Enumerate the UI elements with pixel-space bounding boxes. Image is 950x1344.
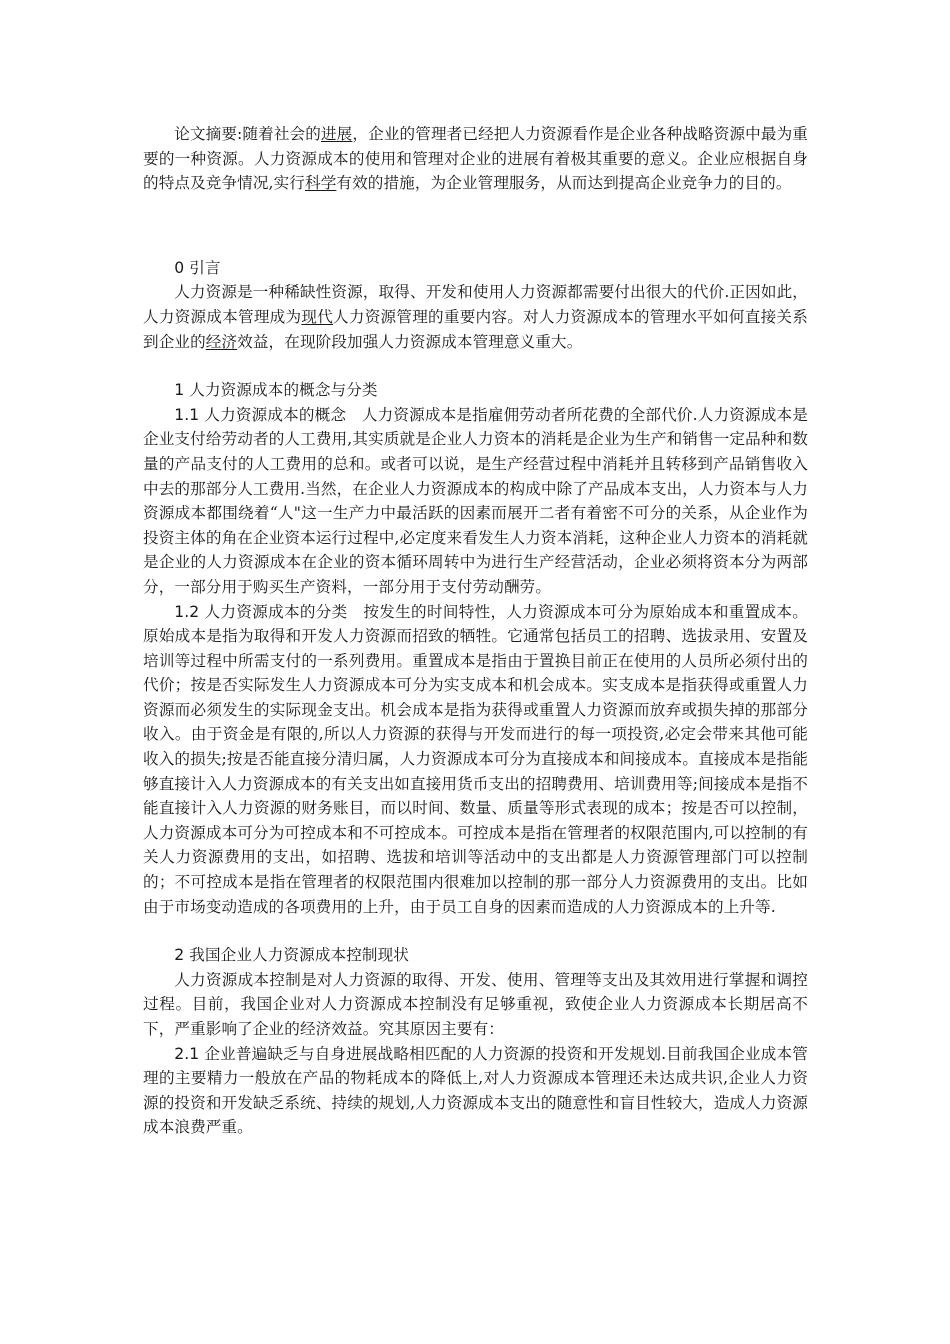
section-2-heading	[143, 943, 808, 968]
spacer	[143, 919, 808, 943]
spacer	[143, 354, 808, 378]
link-jinzhan[interactable]: 进展	[320, 125, 353, 143]
link-jingji[interactable]: 经济	[205, 332, 238, 351]
subsection-number: 1.1	[174, 405, 200, 424]
section-2-intro-paragraph: 人力资源成本控制是对人力资源的取得、开发、使用、管理等支出及其效用进行掌握和调控过程。目前，我国企业对人力资源成本控制没有足够重视，致使企业人力资源成本长期居高不下，严重影响了企业的经济效益。究其原因主要有：	[143, 970, 808, 1038]
section-number: 1	[174, 381, 185, 400]
section-0-paragraph	[143, 280, 808, 354]
section-1-2-paragraph	[143, 600, 808, 920]
section-2-1-paragraph	[143, 1042, 808, 1140]
section-0-heading	[143, 256, 808, 281]
section-number: 0	[174, 258, 185, 277]
paragraph-text: 人力资源是一种稀缺性资源，取得、开发和使用人力资源都需要付出很大的代价.正因如此，人力资源成本管理成为	[143, 283, 808, 326]
section-title: 我国企业人力资源成本控制现状	[184, 946, 409, 965]
subsection-number: 1.2	[174, 602, 200, 621]
paragraph-text: 企业普遍缺乏与自身进展战略相匹配的人力资源的投资和开发规划.目前我国企业成本管理的主要精力一般放在产品的物耗成本的降低上,对人力资源成本管理还未达成共识,企业人力资源的投资和开发缺乏系统、持续的规划,人力资源成本支出的随意性和盲目性较大，造成人力资源成本浪费严重。	[143, 1044, 808, 1137]
section-title: 引言	[184, 258, 221, 277]
subsection-number: 2.1	[174, 1044, 200, 1063]
link-kexue[interactable]: 科学	[305, 174, 337, 193]
section-1-heading	[143, 378, 808, 403]
abstract-paragraph	[143, 122, 808, 196]
abstract-text: 有效的措施，为企业管理服务，从而达到提高企业竞争力的目的。	[336, 174, 792, 193]
abstract-text: 论文摘要:随着社会的	[174, 125, 321, 143]
paragraph-text: 人力资源成本的概念 人力资源成本是指雇佣劳动者所花费的全部代价.人力资源成本是企业支付给劳动者的人工费用,其实质就是企业人力资本的消耗是企业为生产和销售一定品种和数量的产品支付的人工费用的总和。或者可以说，是生产经营过程中消耗并且转移到产品销售收入中去的那部分人工费用.当然，在企业人力资源成本的构成中除了产品成本支出，人力资本与人力资源成本都围绕着“人"这一生产力中最活跃的因素而展开二者有着密不可分的关系，从企业作为投资主体的角在企业资本运行过程中,必定度来看发生人力资本消耗，这种企业人力资本的消耗就是企业的人力资源成本在企业的资本循环周转中为进行生产经营活动，企业必须将资本分为两部分，一部分用于购买生产资料，一部分用于支付劳动酬劳。	[143, 405, 808, 596]
abstract-text: ，企业的管理者已经把人力资源看作是企业各种战略资源中最为重要的一种资源。人力资源成本的使用和管理对企业的进展有着极其重要的意义。企业应根据自身的特点及竞争情况,实行	[143, 125, 808, 193]
section-title: 人力资源成本的概念与分类	[184, 381, 378, 400]
paragraph-text: 人力资源管理的重要内容。对人力资源成本的管理水平如何直接关系到企业的	[143, 307, 808, 351]
document-page	[143, 122, 808, 1140]
paragraph-text: 人力资源成本的分类 按发生的时间特性，人力资源成本可分为原始成本和重置成本。原始成本是指为取得和开发人力资源而招致的牺牲。它通常包括员工的招聘、选拔录用、安置及培训等过程中所需支付的一系列费用。重置成本是指由于置换目前正在使用的人员所必须付出的代价；按是否实际发生人力资源成本可分为实支成本和机会成本。实支成本是指获得或重置人力资源而必须发生的实际现金支出。机会成本是指为获得或重置人力资源而放弃或损失掉的那部分收入。由于资金是有限的,所以人力资源的获得与开发而进行的每一项投资,必定会带来其他可能收入的损失;按是否能直接分清归属，人力资源成本可分为直接成本和间接成本。直接成本是指能够直接计入人力资源成本的有关支出如直接用货币支出的招聘费用、培训费用等;间接成本是指不能直接计入人力资源的财务账目，而以时间、数量、质量等形式表现的成本；按是否可以控制，人力资源成本可分为可控成本和不可控成本。可控成本是指在管理者的权限范围内,可以控制的有关人力资源费用的支出，如招聘、选拔和培训等活动中的支出都是人力资源管理部门可以控制的；不可控成本是指在管理者的权限范围内很难加以控制的那一部分人力资源费用的支出。比如由于市场变动造成的各项费用的上升，由于员工自身的因素而造成的人力资源成本的上升等.	[143, 602, 808, 916]
section-number: 2	[174, 946, 185, 965]
section-1-1-paragraph	[143, 403, 808, 600]
link-xiandai[interactable]: 现代	[301, 307, 334, 326]
spacer	[143, 196, 808, 256]
paragraph-text: 效益，在现阶段加强人力资源成本管理意义重大。	[237, 332, 583, 351]
